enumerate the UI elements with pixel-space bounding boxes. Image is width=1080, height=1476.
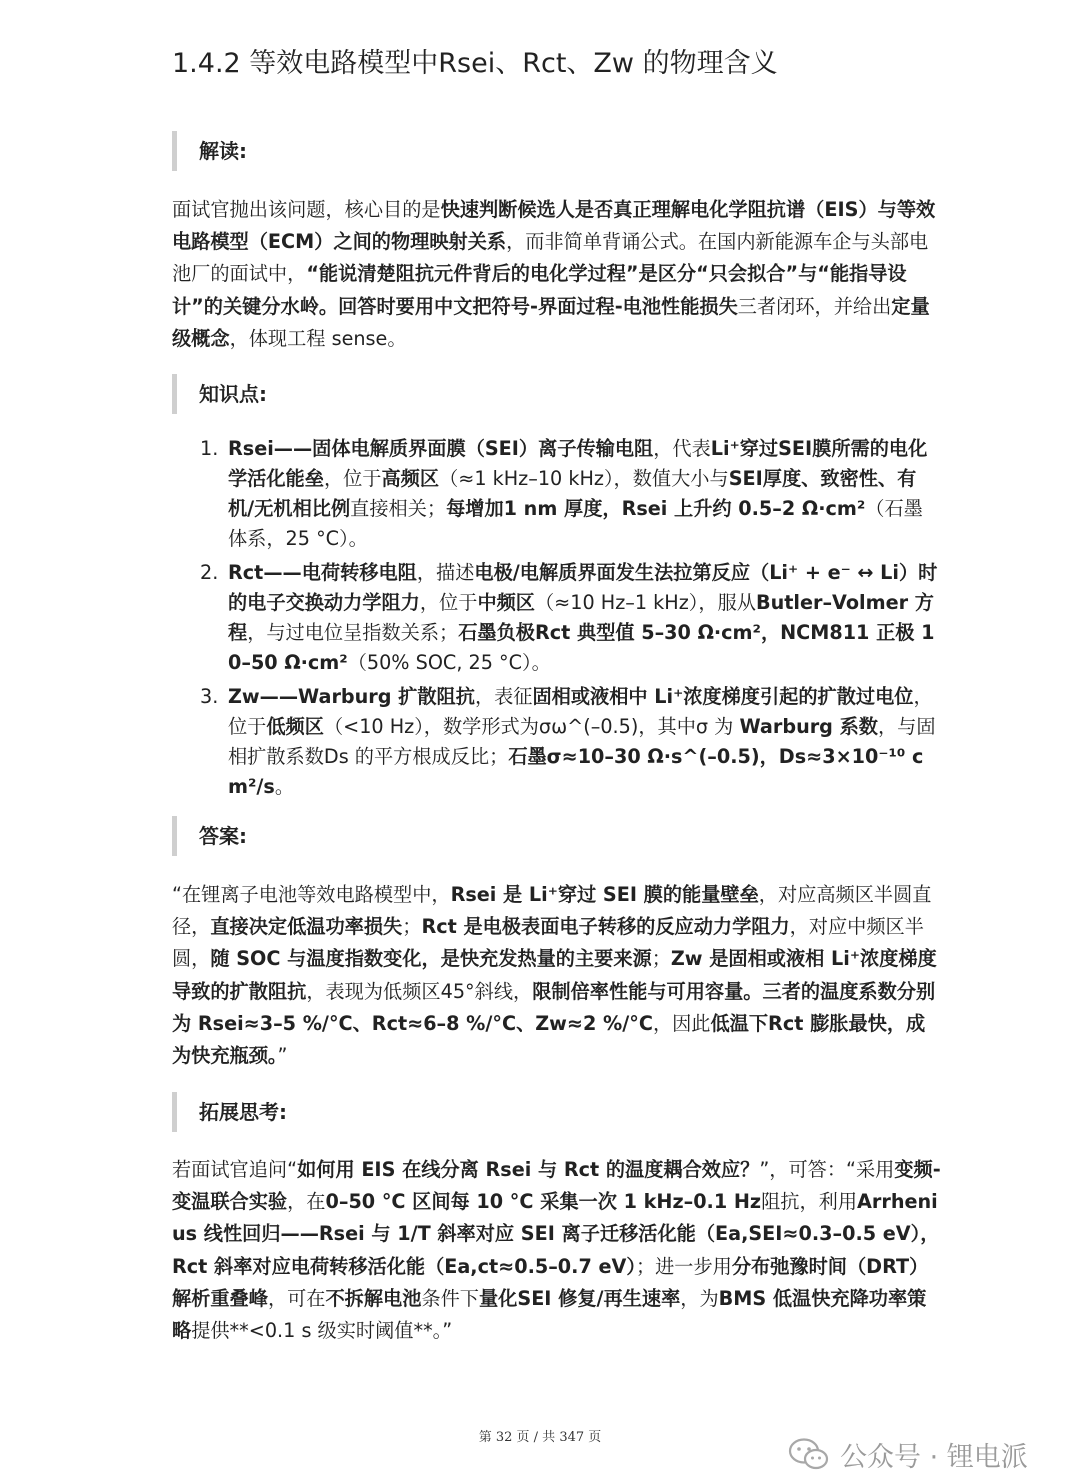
answer-paragraph: “在锂离子电池等效电路模型中，Rsei 是 Li⁺穿过 SEI 膜的能量壁垒，对应高频区半圆直径，直接决定低温功率损失；Rct 是电极表面电子转移的反应动力学阻力，对应中频区半圆，随 SOC 与温度指数变化，是快充发热量的主要来源；Zw 是固相或液相 Li⁺浓度梯度导致的扩散阻抗，表现为低频区45°斜线，限制倍率性能与可用容量。三者的温度系数分别为 Rsei≈3–5 %/°C、Rct≈6–8 %/°C、Zw≈2 %/°C，因此低温下Rct 膨胀最快，成为快充瓶颈。” [172, 883, 937, 1068]
list-item: 1. Rsei——固体电解质界面膜（SEI）离子传输电阻，代表Li⁺穿过SEI膜所需的电化学活化能垒，位于高频区（≈1 kHz–10 kHz），数值大小与SEI厚度、致密性、有机/无机相比例直接相关；每增加1 nm 厚度，Rsei 上升约 0.5–2 Ω·cm²（石墨体系，25 °C）。 [200, 434, 940, 554]
list-item: 2. Rct——电荷转移电阻，描述电极/电解质界面发生法拉第反应（Li⁺ + e⁻ ↔ Li）时的电子交换动力学阻力，位于中频区（≈10 Hz–1 kHz），服从Butler–Volmer 方程，与过电位呈指数关系；石墨负极Rct 典型值 5–30 Ω·cm²，NCM811 正极 10–50 Ω·cm²（50% SOC, 25 °C）。 [200, 558, 940, 678]
section-heading-interpretation: 解读: [172, 131, 247, 171]
page-title: 1.4.2 等效电路模型中Rsei、Rct、Zw 的物理含义 [172, 48, 778, 79]
list-item-number: 1. [200, 437, 219, 460]
section-heading-extended-thinking: 拓展思考: [172, 1092, 287, 1132]
watermark-text: 公众号 · 锂电派 [840, 1441, 1028, 1473]
section-heading-knowledge-points: 知识点: [172, 374, 267, 414]
list-item-number: 3. [200, 685, 219, 708]
section-heading-answer: 答案: [172, 816, 247, 856]
page-number: 第 32 页 / 共 347 页 [478, 1430, 602, 1445]
knowledge-point-list [200, 434, 940, 802]
interpretation-paragraph: 面试官抛出该问题，核心目的是快速判断候选人是否真正理解电化学阻抗谱（EIS）与等效电路模型（ECM）之间的物理映射关系，而非简单背诵公式。在国内新能源车企与头部电池厂的面试中，“能说清楚阻抗元件背后的电化学过程”是区分“只会拟合”与“能指导设计”的关键分水岭。回答时要用中文把符号-界面过程-电池性能损失三者闭环，并给出定量级概念，体现工程 sense。 [172, 198, 936, 350]
watermark [788, 1432, 1028, 1476]
extended-thinking-paragraph: 若面试官追问“如何用 EIS 在线分离 Rsei 与 Rct 的温度耦合效应？”，可答：“采用变频-变温联合实验，在0–50 °C 区间每 10 °C 采集一次 1 kHz–0.1 Hz阻抗，利用Arrhenius 线性回归——Rsei 与 1/T 斜率对应 SEI 离子迁移活化能（Ea,SEI≈0.3–0.5 eV），Rct 斜率对应电荷转移活化能（Ea,ct≈0.5–0.7 eV）；进一步用分布弛豫时间（DRT）解析重叠峰，可在不拆解电池条件下量化SEI 修复/再生速率，为BMS 低温快充降功率策略提供**<0.1 s 级实时阈值**。” [172, 1158, 941, 1343]
wechat-icon [788, 1437, 830, 1471]
list-item-number: 2. [200, 561, 219, 584]
list-item: 3. Zw——Warburg 扩散阻抗，表征固相或液相中 Li⁺浓度梯度引起的扩散过电位，位于低频区（<10 Hz），数学形式为σω^(–0.5)，其中σ 为 Warburg 系数，与固相扩散系数Ds 的平方根成反比；石墨σ≈10–30 Ω·s^(–0.5)，Ds≈3×10⁻¹⁰ cm²/s。 [200, 682, 940, 802]
